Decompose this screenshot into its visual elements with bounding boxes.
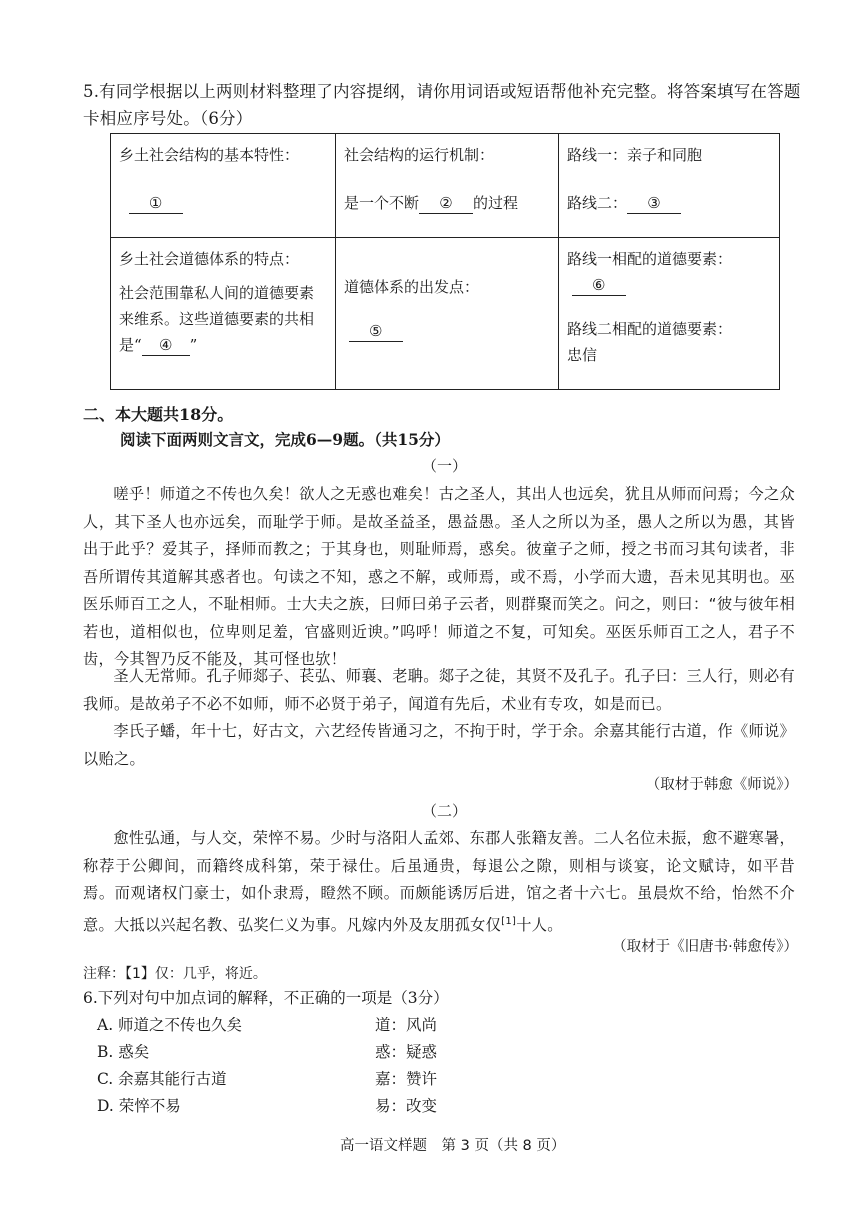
outline-label: 乡土社会结构的基本特性：: [119, 146, 300, 164]
outline-label: 社会结构的运行机制：: [344, 146, 495, 164]
outline-text: 社会范围靠私人间的道德要素来维系。这些道德要素的共相是“: [119, 284, 315, 354]
option-d: D. 荣悴不易: [97, 1097, 181, 1115]
section-2-instruction: 阅读下面两则文言文，完成6—9题。（共15分）: [120, 430, 450, 449]
option-a-gloss: 道：风尚: [375, 1016, 438, 1034]
outline-text: 忠信: [567, 346, 598, 364]
outline-cell-route-morals: [559, 238, 780, 390]
passage-2-heading: （二）: [422, 802, 468, 820]
passage-1-para-1: 嗟乎！师道之不传也久矣！欲人之无惑也难矣！古之圣人，其出人也远矣，犹且从师而问焉；今之众人，其下圣人也亦远矣，而耻学于师。是故圣益圣，愚益愚。圣人之所以为圣，愚人之所以为愚，其皆出于此乎？爱其子，择师而教之；于其身也，则耻师焉，惑矣。彼童子之师，授之书而习其句读者，非吾所谓传其道解其惑者也。句读之不知，惑之不解，或师焉，或不焉，小学而大遗，吾未见其明也。巫医乐师百工之人，不耻相师。士大夫之族，曰师曰弟子云者，则群聚而笑之。问之，则曰：“彼与彼年相若也，道相似也，位卑则足羞，官盛则近谀。”呜呼！师道之不复，可知矣。巫医乐师百工之人，君子不齿，今其智乃反不能及，其可怪也欤！: [83, 485, 795, 668]
outline-cell-mechanism: [336, 134, 559, 238]
passage-2-para-1: [83, 825, 795, 939]
outline-label: 路线一相配的道德要素：: [567, 250, 733, 268]
outline-text: 是一个不断: [344, 194, 420, 212]
option-c-gloss: 嘉：赞许: [375, 1070, 438, 1088]
section-2-title: 二、本大题共18分。: [83, 405, 234, 424]
outline-cell-starting-point: [336, 238, 559, 390]
page-footer: 高一语文样题 第 3 页（共 8 页）: [340, 1138, 566, 1154]
footnote: 注释：【1】仅：几乎，将近。: [83, 966, 267, 982]
option-c: C. 余嘉其能行古道: [97, 1070, 227, 1088]
question-6-stem: 6.下列对句中加点词的解释，不正确的一项是（3分）: [83, 989, 449, 1007]
outline-text: 路线一：亲子和同胞: [567, 146, 703, 164]
outline-label: 乡土社会道德体系的特点：: [119, 250, 300, 268]
passage-2-text: 愈性弘通，与人交，荣悴不易。少时与洛阳人孟郊、东郡人张籍友善。二人名位未振，愈不避寒暑，称荐于公卿间，而籍终成科第，荣于禄仕。后虽通贵，每退公之隙，则相与谈宴，论文赋诗，如平昔焉。而观诸权门豪士，如仆隶焉，瞪然不顾。而颇能诱厉后进，馆之者十六七。虽晨炊不给，怡然不介意。大抵以兴起名教、弘奖仁义为事。凡嫁内外及友朋孤女仅: [83, 829, 795, 934]
option-b: B. 惑矣: [97, 1043, 150, 1061]
option-b-gloss: 惑：疑惑: [375, 1043, 438, 1061]
passage-2-source: （取材于《旧唐书·韩愈传》）: [612, 939, 798, 955]
outline-cell-moral-features: [111, 238, 336, 390]
answer-blank-2: ②: [419, 193, 473, 214]
answer-blank-1: ①: [129, 193, 183, 214]
answer-blank-3: ③: [627, 193, 681, 214]
option-d-gloss: 易：改变: [375, 1097, 438, 1115]
outline-text: 路线二：: [567, 194, 628, 212]
outline-label: 道德体系的出发点：: [344, 278, 480, 296]
outline-text: ”: [189, 336, 198, 354]
outline-label: 路线二相配的道德要素：: [567, 320, 733, 338]
answer-blank-4: ④: [142, 335, 190, 356]
answer-blank-5: ⑤: [349, 321, 403, 342]
outline-cell-routes: [559, 134, 780, 238]
passage-1-source: （取材于韩愈《师说》）: [645, 777, 798, 793]
option-a: A. 师道之不传也久矣: [97, 1016, 243, 1034]
outline-text: 的过程: [473, 194, 519, 212]
question-5-stem: 5.有同学根据以上两则材料整理了内容提纲，请你用词语或短语帮他补充完整。将答案填写在答题卡相应序号处。（6分）: [83, 82, 801, 128]
passage-1-heading: （一）: [422, 457, 468, 475]
footnote-marker: [1]: [501, 915, 517, 927]
answer-blank-6: ⑥: [572, 275, 626, 296]
passage-1-para-2: 圣人无常师。孔子师郯子、苌弘、师襄、老聃。郯子之徒，其贤不及孔子。孔子曰：三人行，则必有我师。是故弟子不必不如师，师不必贤于弟子，闻道有先后，术业有专攻，如是而已。: [83, 667, 795, 713]
outline-cell-structure: [111, 134, 336, 238]
outline-table: [110, 133, 780, 390]
passage-1-para-3: 李氏子蟠，年十七，好古文，六艺经传皆通习之，不拘于时，学于余。余嘉其能行古道，作《师说》以贻之。: [83, 722, 795, 768]
passage-2-text: 十人。: [516, 915, 563, 934]
